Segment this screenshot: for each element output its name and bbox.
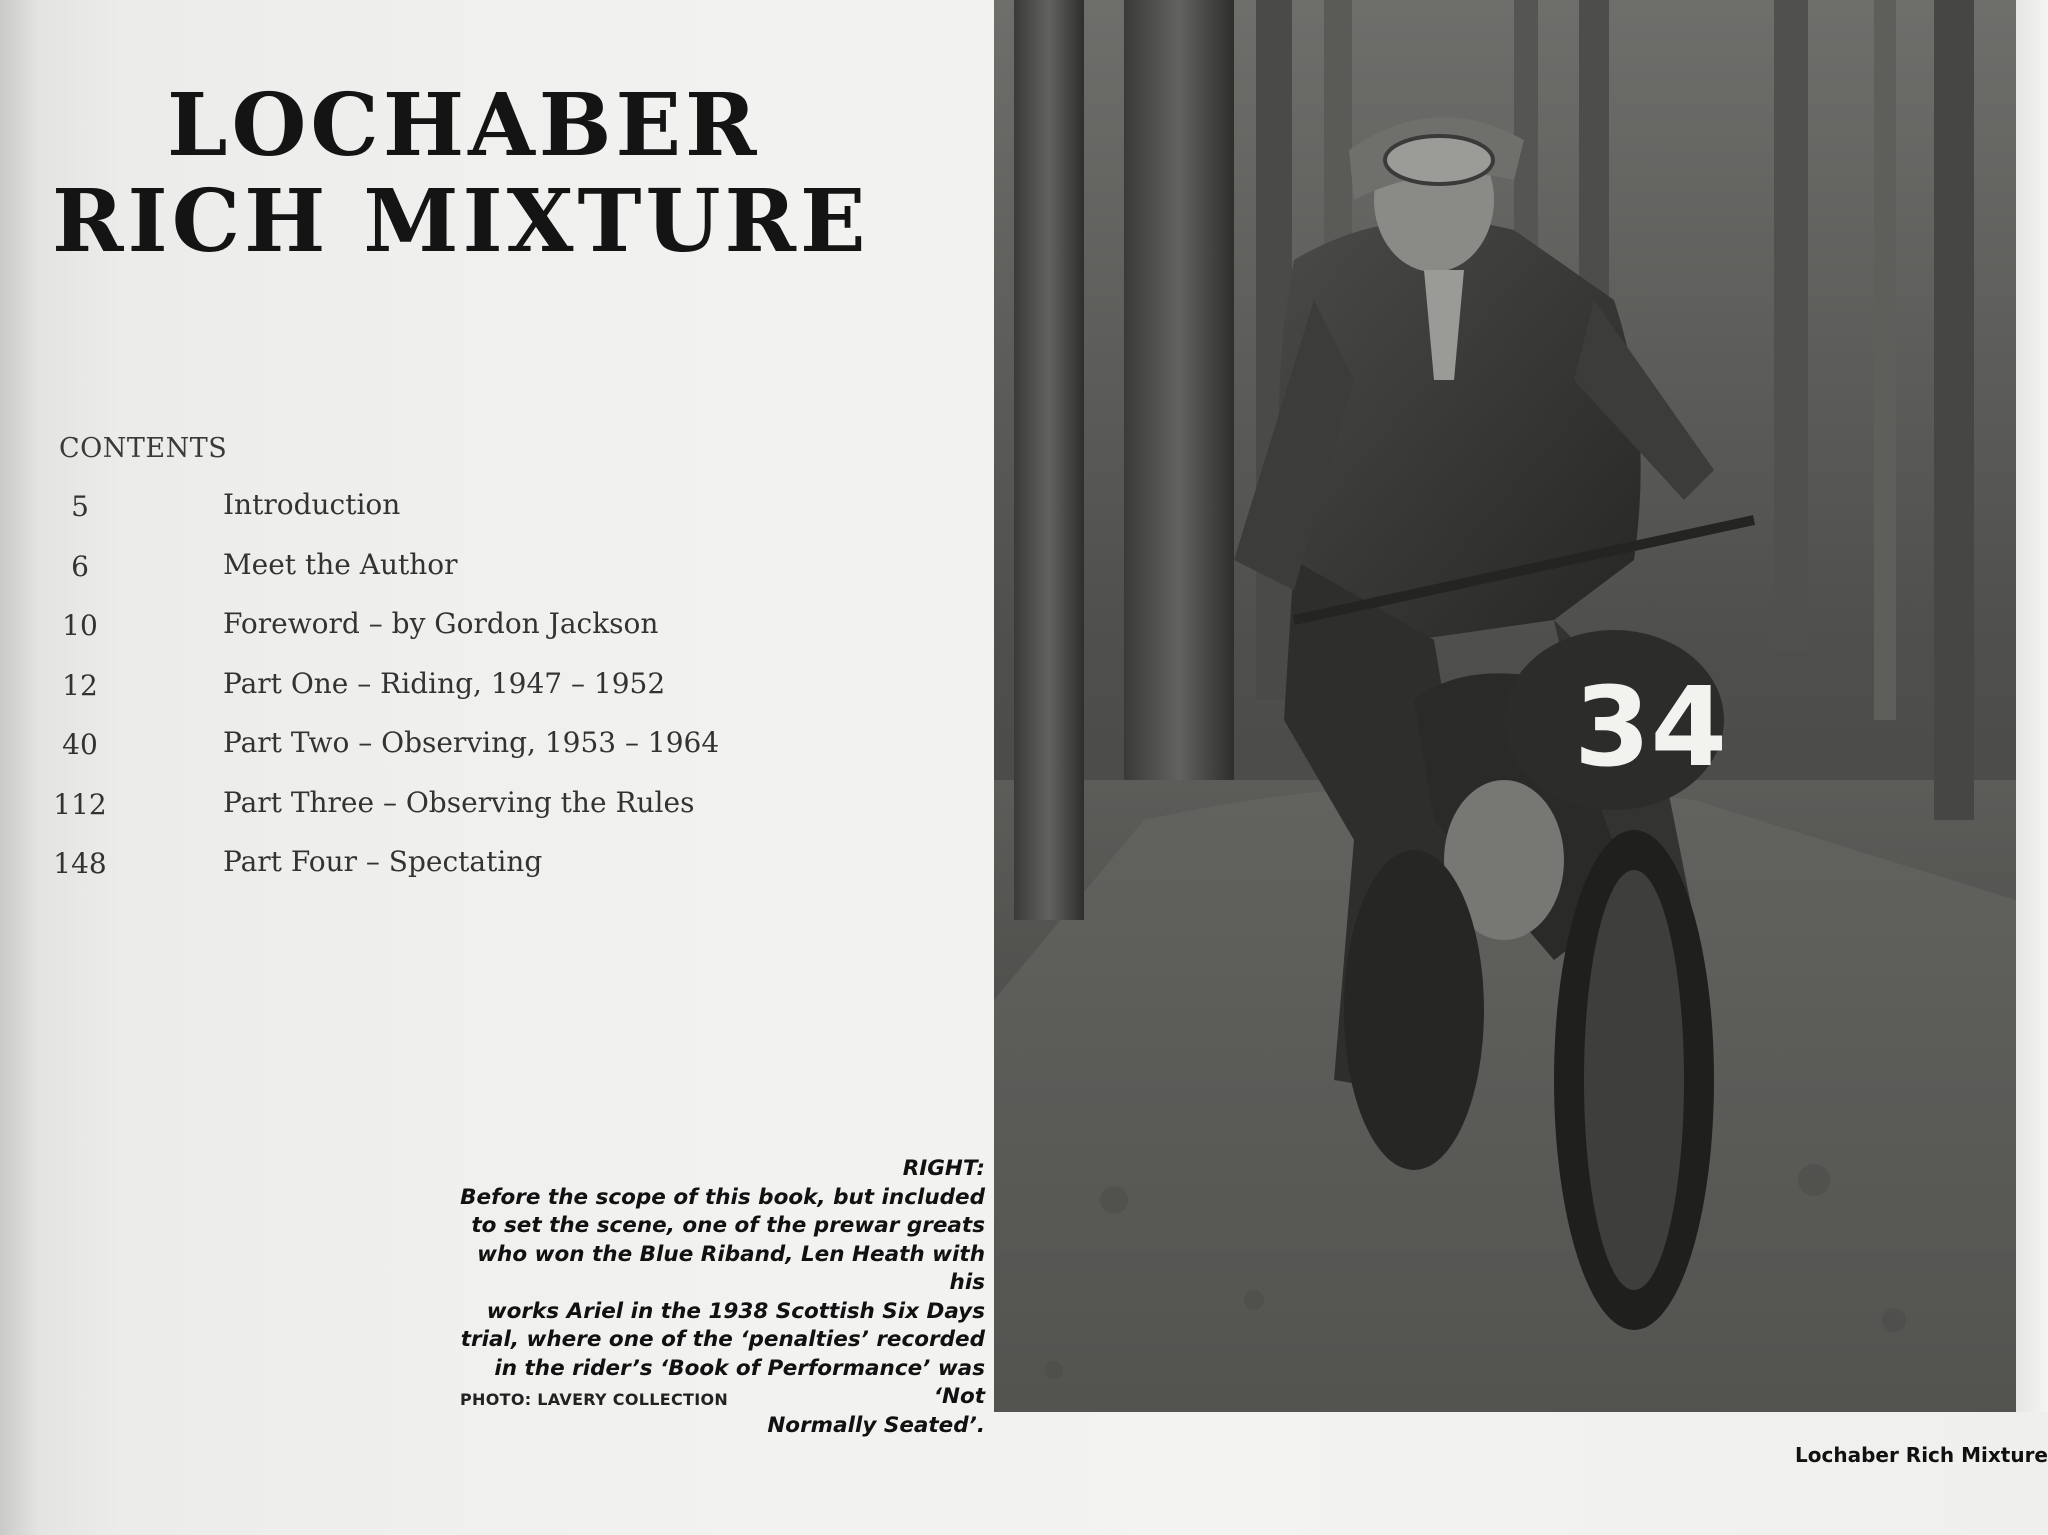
toc-page-number: 12: [62, 668, 98, 702]
photo-credit: PHOTO: LAVERY COLLECTION: [460, 1390, 729, 1409]
toc-page-number: 112: [53, 787, 107, 821]
toc-entry-title: Meet the Author: [223, 547, 458, 581]
toc-page-number: 148: [53, 847, 107, 880]
caption-line: Normally Seated’.: [767, 1412, 985, 1438]
rider-photograph: [994, 0, 2016, 1412]
toc-entry-title: Foreword – by Gordon Jackson: [223, 607, 659, 640]
running-footer: Lochaber Rich Mixture: [1795, 1443, 2048, 1467]
caption-line: who won the Blue Riband, Len Heath with his: [477, 1241, 985, 1295]
toc-entry: [40, 666, 760, 729]
toc-entry: [40, 728, 760, 788]
caption-line: works Ariel in the 1938 Scottish Six Days: [486, 1298, 985, 1324]
contents-heading: CONTENTS: [59, 433, 228, 464]
race-number: 34: [1574, 663, 1728, 791]
caption-line: Before the scope of this book, but included: [460, 1184, 985, 1210]
book-title-line1: LOCHABER: [167, 74, 761, 176]
caption-line: in the rider’s ‘Book of Performance’ was ‘Not: [494, 1355, 985, 1409]
toc-entry: [40, 490, 760, 550]
caption-line: trial, where one of the ‘penalties’ recorded: [460, 1327, 985, 1352]
toc-entry-title: Part Three – Observing the Rules: [223, 785, 695, 819]
toc-entry-title: Part Four – Spectating: [223, 845, 543, 878]
toc-page-number: 40: [62, 728, 98, 761]
contents-list: [40, 490, 760, 907]
page-gutter: [2016, 0, 2048, 1412]
toc-entry-title: Introduction: [223, 488, 401, 521]
toc-entry: [40, 547, 760, 610]
book-title: [52, 74, 952, 272]
caption-label: RIGHT:: [902, 1156, 985, 1181]
book-title-line2: RICH MIXTURE: [52, 170, 870, 272]
toc-entry: [40, 785, 760, 848]
toc-page-number: 5: [71, 490, 89, 523]
toc-entry: [40, 609, 760, 669]
toc-entry-title: Part One – Riding, 1947 – 1952: [223, 666, 666, 700]
toc-page-number: 6: [71, 549, 89, 583]
toc-entry-title: Part Two – Observing, 1953 – 1964: [223, 726, 720, 759]
caption-line: to set the scene, one of the prewar greats: [471, 1213, 985, 1238]
toc-page-number: 10: [62, 609, 98, 642]
toc-entry: [40, 847, 760, 907]
page-edge-shadow: [0, 0, 40, 1535]
